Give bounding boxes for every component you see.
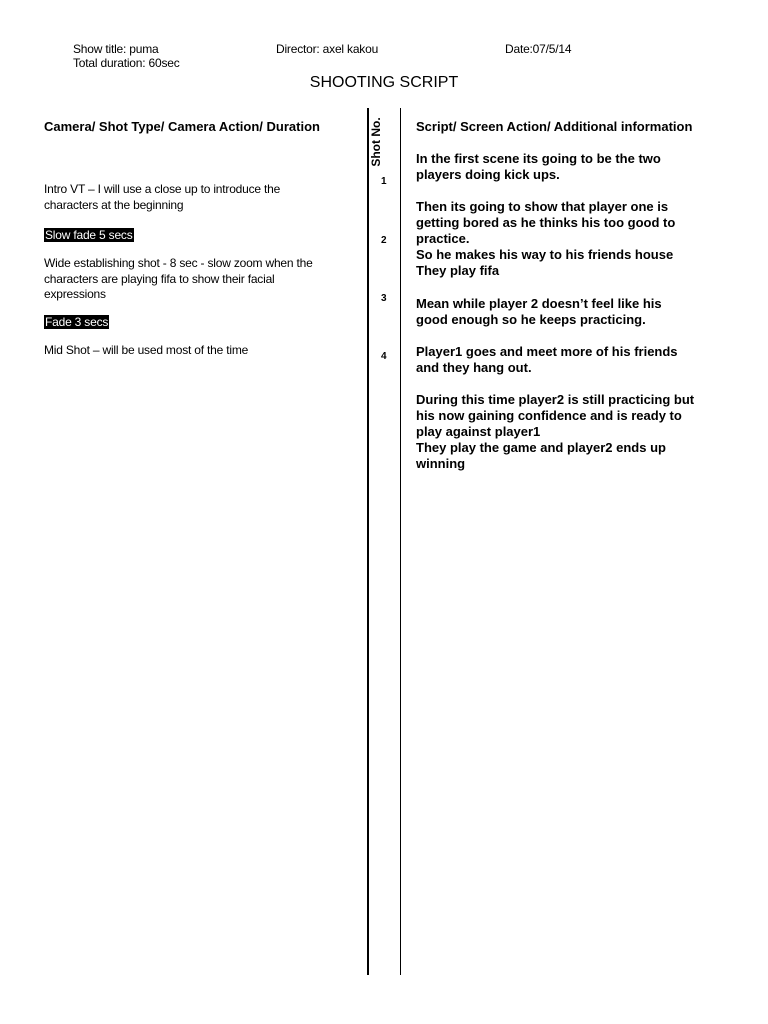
script-entry: Then its going to show that player one is getting bored as he thinks his too good to practice. So he makes his way to his friends house They play fifa xyxy=(416,199,676,278)
director: Director: axel kakou xyxy=(276,42,379,56)
show-title: Show title: puma xyxy=(73,42,159,56)
transition-label: Slow fade 5 secs xyxy=(45,228,133,242)
shot-number-column-heading: Shot No. xyxy=(369,117,383,167)
shot-number: 1 xyxy=(381,176,387,187)
column-divider-left xyxy=(367,108,369,975)
camera-note-wide: Wide establishing shot - 8 sec - slow zoom when the characters are playing fifa to show their facial expressions xyxy=(44,256,313,301)
camera-note-mid: Mid Shot – will be used most of the time xyxy=(44,343,249,357)
transition-label: Fade 3 secs xyxy=(45,315,109,329)
shot-number: 2 xyxy=(381,235,387,246)
shot-number: 4 xyxy=(381,351,387,362)
script-entry: Player1 goes and meet more of his friends and they hang out. xyxy=(416,344,678,375)
script-entry: Mean while player 2 doesn’t feel like his good enough so he keeps practicing. xyxy=(416,296,662,327)
date: Date:07/5/14 xyxy=(505,42,572,56)
shot-number: 3 xyxy=(381,293,387,304)
script-entry: During this time player2 is still practicing but his now gaining confidence and is ready to play against player1 They play the game and player2 ends up winning xyxy=(416,392,695,471)
script-entry: In the first scene its going to be the two players doing kick ups. xyxy=(416,151,661,182)
total-duration: Total duration: 60sec xyxy=(73,56,180,70)
camera-column-heading: Camera/ Shot Type/ Camera Action/ Duration xyxy=(44,119,320,134)
page-title: SHOOTING SCRIPT xyxy=(309,74,459,91)
camera-note-intro: Intro VT – I will use a close up to introduce the characters at the beginning xyxy=(44,182,281,212)
column-divider-right xyxy=(400,108,401,975)
script-column-heading: Script/ Screen Action/ Additional information xyxy=(416,119,693,134)
